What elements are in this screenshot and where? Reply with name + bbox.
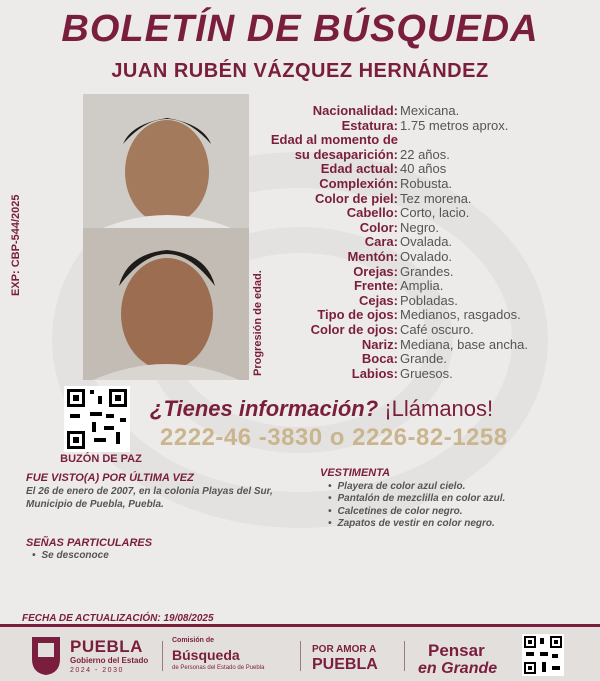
contact-question <box>150 396 493 422</box>
description-row <box>250 265 570 280</box>
person-photo-age-progression <box>83 228 249 380</box>
description-row <box>250 177 570 192</box>
list-item: • Playera de color azul cielo. <box>328 481 505 493</box>
list-item: • Se desconoce <box>32 550 109 562</box>
description-row <box>250 221 570 236</box>
field-value: Robusta. <box>400 175 453 191</box>
footer-logos <box>0 624 600 681</box>
field-label: Cabello: <box>346 205 398 221</box>
field-label: Nariz: <box>361 336 398 352</box>
busqueda-text: Búsqueda <box>172 647 240 663</box>
field-label: Nacionalidad: <box>312 103 398 118</box>
clothing-heading: VESTIMENTA <box>320 467 391 479</box>
physical-description <box>250 104 570 381</box>
description-row <box>250 162 570 177</box>
field-value: Negro. <box>400 219 440 235</box>
list-item: • Calcetines de color negro. <box>328 506 505 518</box>
por-amor-text: POR AMOR A <box>312 644 377 655</box>
phone-numbers[interactable]: 2222-46 -3830 o 2226-82-1258 <box>160 424 508 451</box>
field-value <box>400 133 570 148</box>
field-value: 22 años. <box>400 146 450 162</box>
field-label: Color de piel: <box>314 190 398 206</box>
footer-qr-code-icon[interactable] <box>522 634 564 676</box>
last-seen-line-2: Municipio de Puebla, Puebla. <box>26 499 164 510</box>
field-label: Labios: <box>351 365 398 381</box>
list-item: • Zapatos de vestir en color negro. <box>328 518 505 530</box>
years-text: 2024 - 2030 <box>70 667 124 674</box>
description-row <box>250 133 570 148</box>
field-value: Ovalada. <box>400 234 453 250</box>
field-value: 40 años <box>400 161 447 177</box>
expediente-number: EXP: CBP-544/2025 <box>10 194 22 296</box>
field-label: Color de ojos: <box>310 321 398 337</box>
description-row <box>250 250 570 265</box>
person-photo-original <box>83 94 249 228</box>
last-seen-line-1: El 26 de enero de 2007, en la colonia Playas del Sur, <box>26 486 273 497</box>
contact-question-text: ¿Tienes información? <box>150 396 379 421</box>
marks-list <box>32 550 109 562</box>
field-label: Estatura: <box>341 117 398 133</box>
field-label: Edad al momento de <box>270 132 398 148</box>
field-label: Tipo de ojos: <box>317 307 398 323</box>
puebla-crest-icon <box>28 633 64 677</box>
pensar-text: Pensar <box>428 641 485 660</box>
field-label: Boca: <box>361 351 398 367</box>
marks-heading: SEÑAS PARTICULARES <box>26 537 153 549</box>
description-row <box>250 279 570 294</box>
field-label: Complexión: <box>319 175 398 191</box>
divider <box>300 641 301 671</box>
field-value: Grandes. <box>400 263 454 279</box>
comision-text: Comisión de <box>172 637 215 644</box>
personas-text: de Personas del Estado de Puebla <box>172 665 265 671</box>
divider <box>162 641 163 671</box>
description-row <box>250 235 570 250</box>
field-value: Tez morena. <box>400 190 472 206</box>
description-row <box>250 323 570 338</box>
field-label: Cara: <box>364 234 398 250</box>
field-value: Gruesos. <box>400 365 453 381</box>
age-progression-caption: Progresión de edad. <box>252 270 264 376</box>
update-date: FECHA DE ACTUALIZACIÓN: 19/08/2025 <box>22 613 214 624</box>
por-amor-puebla-text: PUEBLA <box>312 656 378 673</box>
gobierno-text: Gobierno del Estado <box>70 656 149 665</box>
field-value: Corto, lacio. <box>400 205 470 221</box>
divider <box>404 641 405 671</box>
field-value: Grande. <box>400 351 447 367</box>
last-seen-heading: FUE VISTO(A) POR ÚLTIMA VEZ <box>26 472 194 484</box>
field-label: Color: <box>359 219 398 235</box>
field-value: 1.75 metros aprox. <box>400 117 509 133</box>
field-value: Mexicana. <box>400 103 460 118</box>
field-label: Frente: <box>353 278 398 294</box>
field-label: su desaparición: <box>294 146 398 162</box>
description-row <box>250 308 570 323</box>
field-label: Edad actual: <box>320 161 398 177</box>
description-row <box>250 367 570 382</box>
field-value: Ovalado. <box>400 248 453 264</box>
buzon-qr-code-icon[interactable] <box>64 386 130 452</box>
person-name: JUAN RUBÉN VÁZQUEZ HERNÁNDEZ <box>111 60 489 82</box>
description-row <box>250 294 570 309</box>
buzon-de-paz-label: BUZÓN DE PAZ <box>60 453 142 465</box>
field-label: Cejas: <box>358 292 398 308</box>
description-row <box>250 206 570 221</box>
list-item: • Pantalón de mezclilla en color azul. <box>328 493 505 505</box>
field-label: Orejas: <box>353 263 398 279</box>
field-value: Pobladas. <box>400 292 458 308</box>
description-row <box>250 338 570 353</box>
call-us-text: ¡Llámanos! <box>384 396 494 421</box>
description-row <box>250 352 570 367</box>
field-value: Medianos, rasgados. <box>400 307 521 323</box>
en-grande-text: en Grande <box>418 660 498 677</box>
description-row <box>250 148 570 163</box>
clothing-list <box>328 481 505 531</box>
bulletin-title: BOLETÍN DE BÚSQUEDA <box>61 8 539 50</box>
field-value: Mediana, base ancha. <box>400 336 528 352</box>
field-value: Café oscuro. <box>400 321 474 337</box>
description-row <box>250 104 570 119</box>
description-row <box>250 119 570 134</box>
field-label: Mentón: <box>347 248 398 264</box>
description-row <box>250 192 570 207</box>
puebla-logo-text: PUEBLA <box>70 637 143 656</box>
field-value: Amplia. <box>400 278 444 294</box>
